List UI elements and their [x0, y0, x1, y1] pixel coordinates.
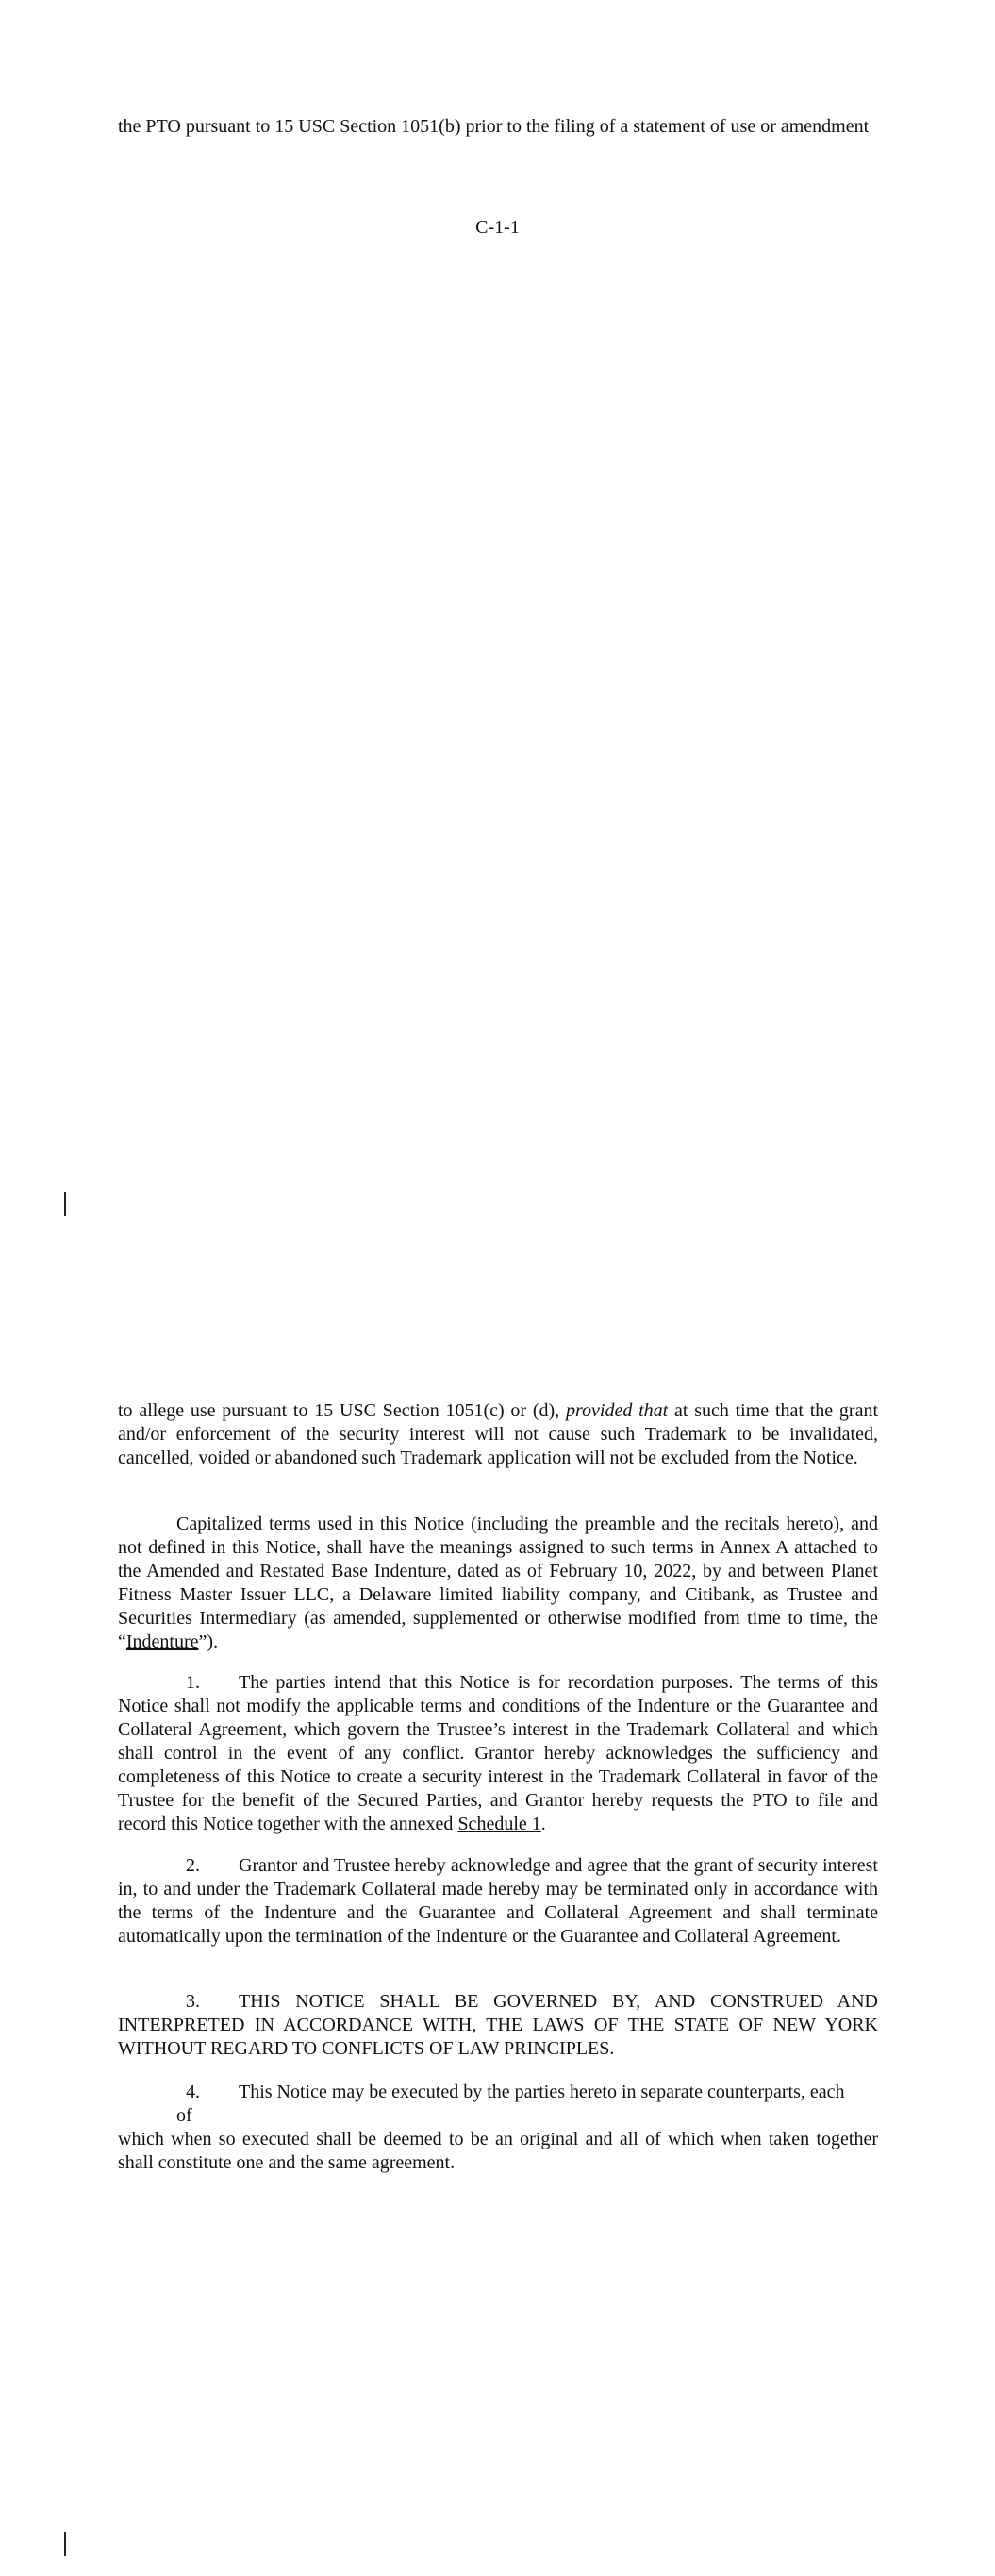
carryover-italic-text: provided that — [565, 1400, 669, 1421]
section-4-orphan-word: of — [176, 2105, 192, 2126]
definitions-paragraph — [118, 1513, 878, 1654]
section-number: 3. — [186, 1991, 200, 2012]
page-number: C-1-1 — [475, 217, 520, 238]
definitions-text: Capitalized terms used in this Notice (including the preamble and the recitals hereto), and not defined in this Notice, shall have the meanings assigned to such terms in Annex A attached to the Amended and Restated Base Indenture, dated as of February 10, 2022, by and between Planet Fitness Master Issuer LLC, a Delaware limited liability company, and Citibank, as Trustee and Securities Intermediary (as amended, supplemented or otherwise modified from time to time, the “ — [118, 1514, 878, 1652]
section-4-first-line — [118, 2081, 878, 2104]
section-3-paragraph — [118, 1990, 878, 2061]
page2-carryover-paragraph — [118, 1399, 878, 1470]
section-text: Grantor and Trustee hereby acknowledge and agree that the grant of security interest in, to and under the Trademark Collateral made hereby may be terminated only in accordance with the terms of the Indenture and the Guarantee and Collateral Agreement and shall terminate automatically upon the termination of the Indenture or the Guarantee and Collateral Agreement. — [118, 1855, 878, 1947]
section-text: The parties intend that this Notice is for recordation purposes. The terms of this Notice shall not modify the applicable terms and conditions of the Indenture or the Guarantee and Collateral Agreement, which govern the Trustee’s interest in the Trademark Collateral and which shall control in the event of any conflict. Grantor hereby acknowledges the sufficiency and completeness of this Notice to create a security interest in the Trademark Collateral in favor of the Trustee for the benefit of the Secured Parties, and Grantor hereby requests the PTO to file and record this Notice together with the annexed — [118, 1672, 878, 1834]
section-2-paragraph — [118, 1854, 878, 1949]
change-bar — [64, 2532, 66, 2556]
definitions-closing: ”). — [198, 1631, 219, 1652]
carryover-text-rest: at such time that the grant and/or enforcement of the security interest will not cause such Trademark to be invalidated, cancelled, voided or abandoned such Trademark application will not be excluded from the Notice. — [118, 1400, 879, 1468]
section-number: 2. — [186, 1855, 200, 1876]
section-4-rest: which when so executed shall be deemed to be an original and all of which when taken together shall constitute one and the same agreement. — [118, 2129, 878, 2173]
section-4-paragraph — [118, 2081, 878, 2175]
section-number: 1. — [186, 1672, 200, 1693]
schedule-1-reference: Schedule 1 — [457, 1814, 541, 1834]
defined-term-indenture: Indenture — [125, 1631, 199, 1652]
section-number: 4. — [186, 2082, 200, 2102]
section-1-paragraph — [118, 1671, 878, 1836]
section-text: THIS NOTICE SHALL BE GOVERNED BY, AND CONSTRUED AND INTERPRETED IN ACCORDANCE WITH, THE LAWS OF THE STATE OF NEW YORK WITHOUT REGARD TO CONFLICTS OF LAW PRINCIPLES. — [118, 1991, 878, 2059]
carryover-text: to allege use pursuant to 15 USC Section 1051(c) or (d), — [118, 1400, 566, 1421]
change-bar — [64, 1192, 66, 1216]
section-text: This Notice may be executed by the parties hereto in separate counterparts, each — [239, 2082, 845, 2102]
section-end: . — [540, 1814, 546, 1834]
page1-carryover-paragraph: the PTO pursuant to 15 USC Section 1051(b) prior to the filing of a statement of use or amendment — [118, 116, 870, 137]
